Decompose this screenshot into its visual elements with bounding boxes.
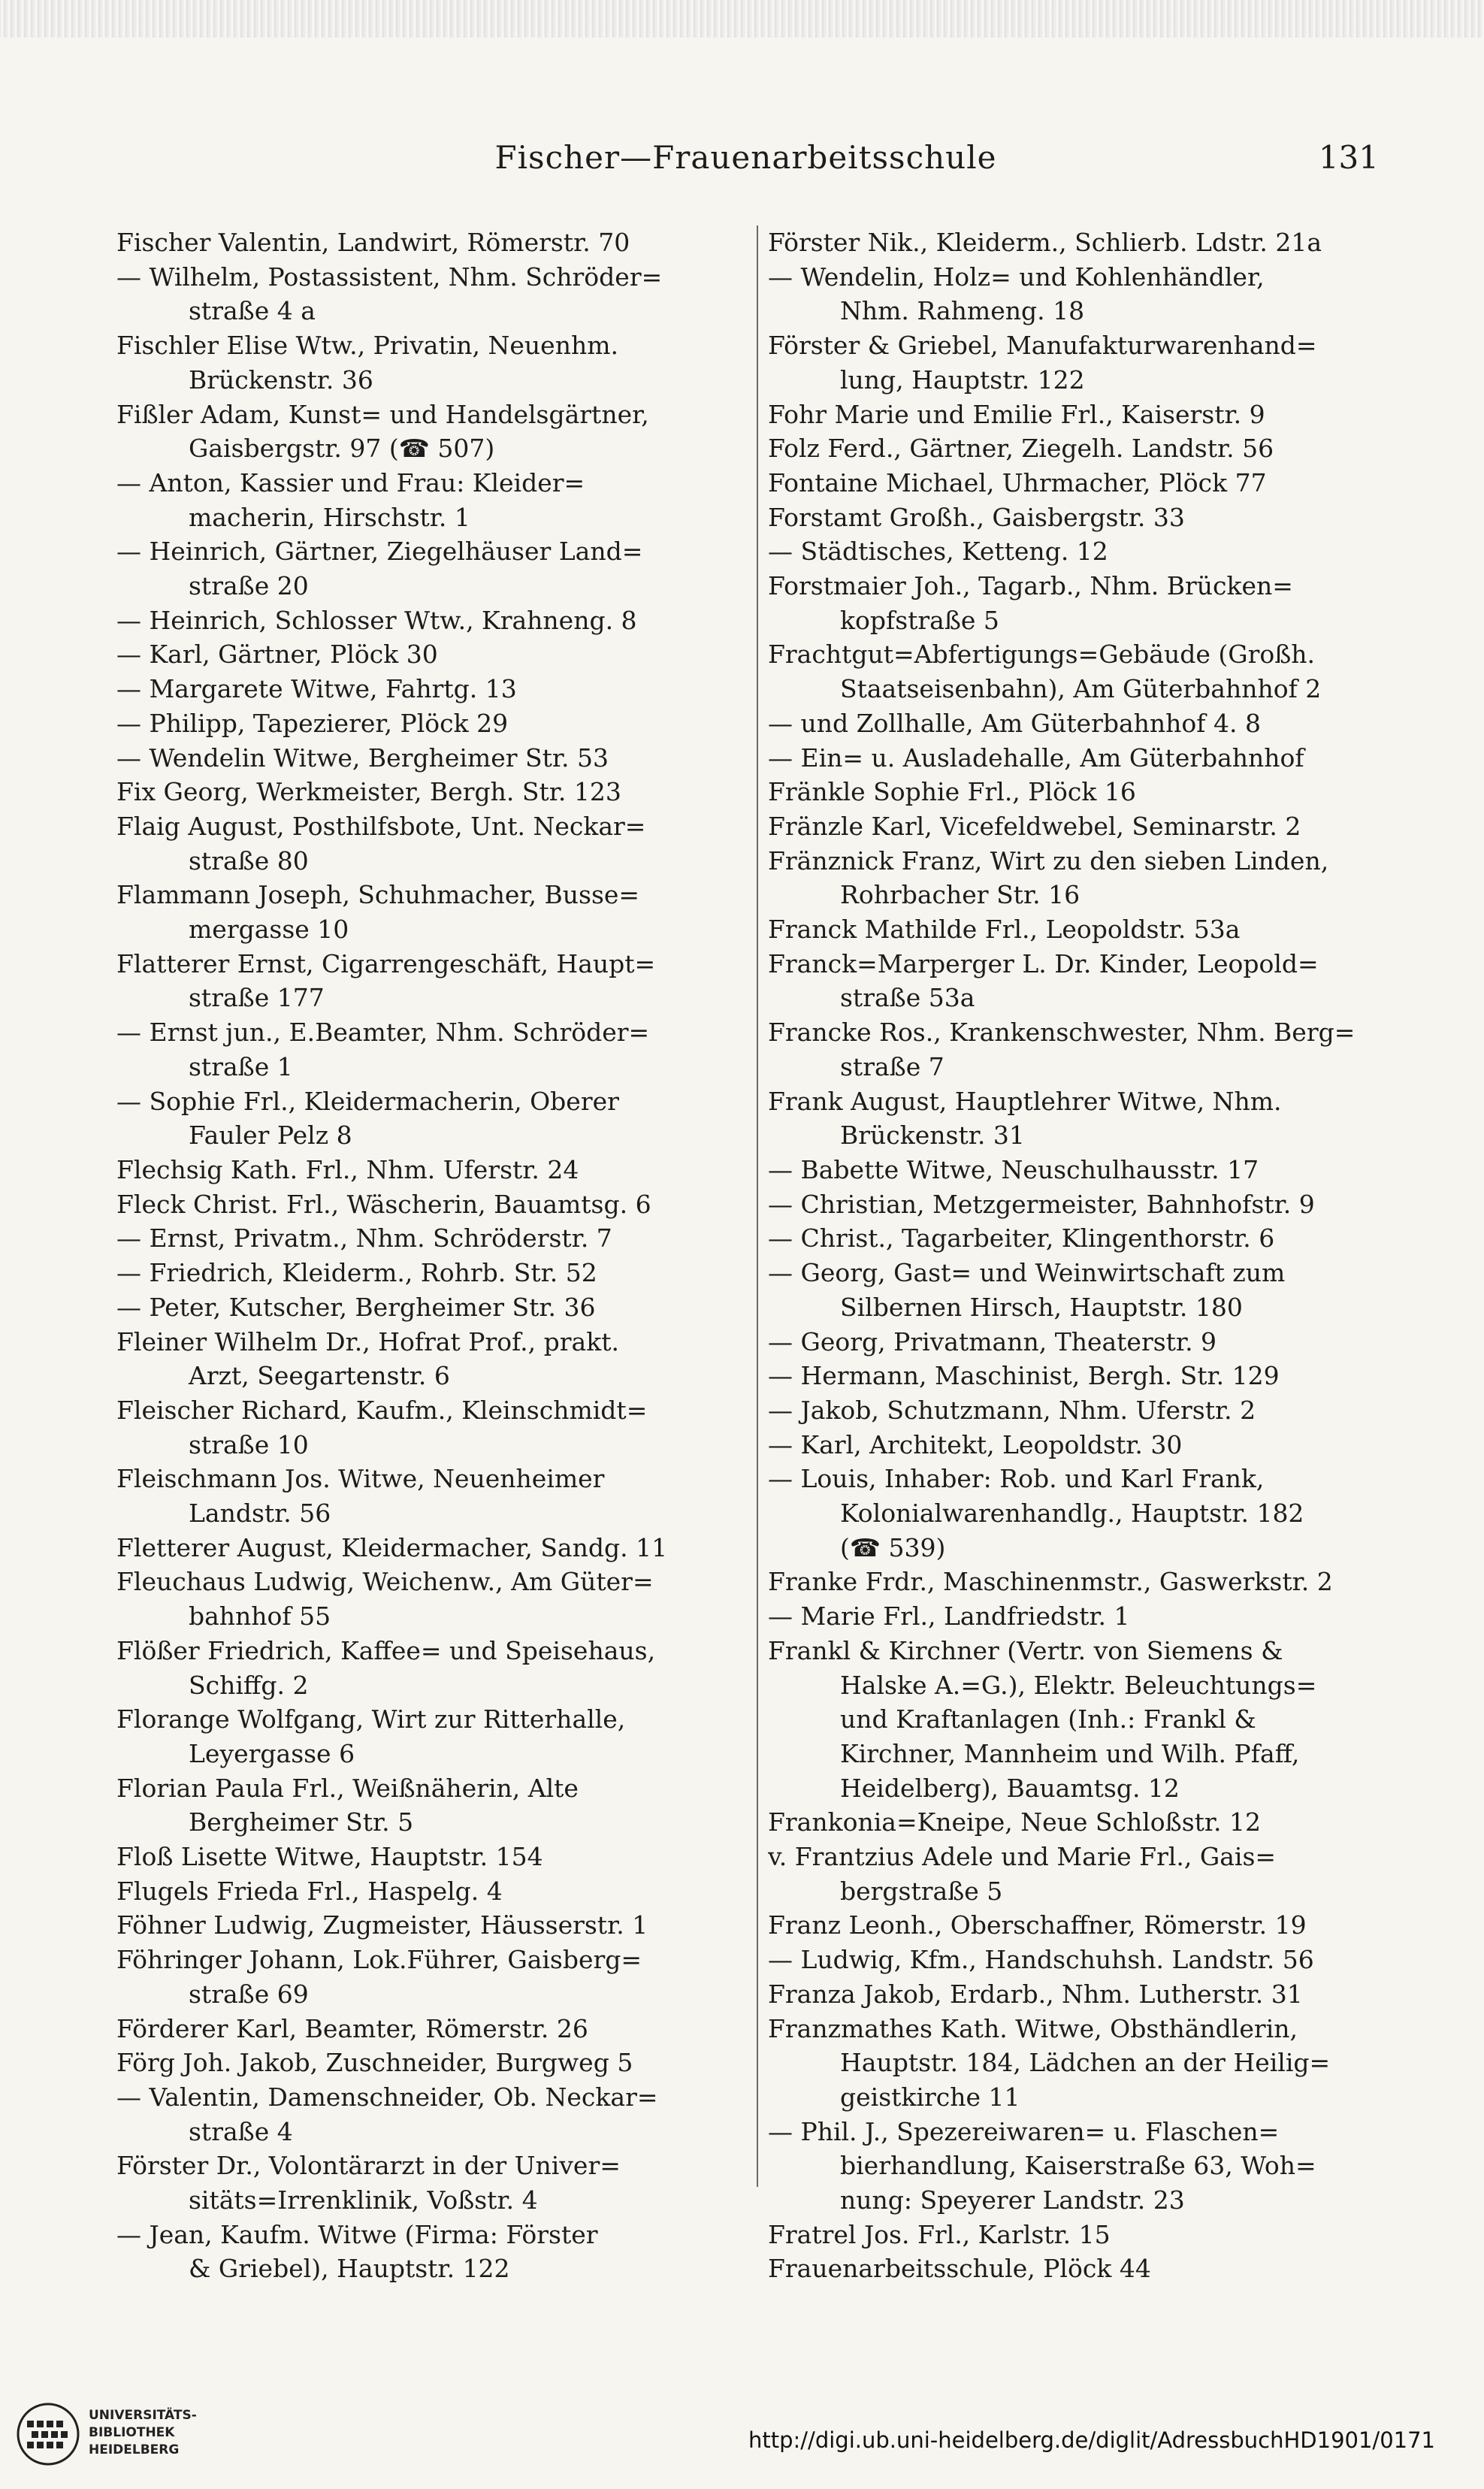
entry-line: Frank August, Hauptlehrer Witwe, Nhm. [768, 1086, 1282, 1116]
page-header [113, 139, 1379, 184]
entry-continuation: Bergheimer Str. 5 [189, 1807, 414, 1837]
directory-entry [768, 1805, 1392, 1840]
entry-continuation: macherin, Hirschstr. 1 [189, 502, 470, 532]
entry-continuation: Kolonialwarenhandlg., Hauptstr. 182 [840, 1499, 1304, 1529]
entry-continuation: und Kraftanlagen (Inh.: Frankl & [840, 1704, 1256, 1734]
directory-entry [116, 1531, 744, 1565]
directory-entry [116, 1943, 744, 2011]
entry-continuation: bahnhof 55 [189, 1601, 331, 1632]
directory-entry [116, 878, 744, 946]
entry-continuation: Nhm. Rahmeng. 18 [840, 296, 1085, 326]
directory-entry [116, 1908, 744, 1943]
entry-line: — Städtisches, Ketteng. 12 [768, 537, 1108, 567]
directory-entry [768, 1359, 1392, 1393]
directory-entry [768, 1084, 1392, 1153]
entry-continuation: straße 69 [189, 1979, 309, 2009]
entry-line: v. Frantzius Adele und Marie Frl., Gais= [768, 1842, 1277, 1872]
entry-line: Fleischmann Jos. Witwe, Neuenheimer [116, 1464, 605, 1494]
entry-line: — Babette Witwe, Neuschulhausstr. 17 [768, 1154, 1259, 1184]
entry-line: Fratrel Jos. Frl., Karlstr. 15 [768, 2219, 1111, 2249]
entry-line: — Wendelin, Holz= und Kohlenhändler, [768, 262, 1265, 292]
directory-entry [768, 534, 1392, 569]
directory-entry [768, 947, 1392, 1015]
entry-continuation: Gaisbergstr. 97 (☎ 507) [189, 434, 495, 464]
entry-line: Föhner Ludwig, Zugmeister, Häusserstr. 1 [116, 1910, 648, 1940]
entry-line: Franke Frdr., Maschinenmstr., Gaswerkstr. 2 [768, 1567, 1333, 1597]
directory-entry [116, 1084, 744, 1153]
directory-entry [768, 260, 1392, 328]
entry-continuation: Fauler Pelz 8 [189, 1121, 352, 1151]
entry-line: Folz Ferd., Gärtner, Ziegelh. Landstr. 56 [768, 434, 1274, 464]
entry-line: Franck Mathilde Frl., Leopoldstr. 53a [768, 915, 1241, 945]
directory-entry [768, 1840, 1392, 1908]
entry-continuation: Halske A.=G.), Elektr. Beleuchtungs= [840, 1670, 1317, 1700]
entry-line: — Heinrich, Gärtner, Ziegelhäuser Land= [116, 537, 643, 567]
scan-edge-band [0, 0, 1484, 38]
entry-continuation: straße 4 [189, 2116, 293, 2146]
entry-line: — Ernst, Privatm., Nhm. Schröderstr. 7 [116, 1223, 612, 1254]
directory-entry [116, 672, 744, 706]
running-title: Fischer—Frauenarbeitsschule [494, 139, 997, 176]
entry-line: — Friedrich, Kleiderm., Rohrb. Str. 52 [116, 1258, 597, 1288]
directory-entry [768, 1908, 1392, 1943]
directory-entry [768, 1187, 1392, 1222]
entry-line: Frauenarbeitsschule, Plöck 44 [768, 2254, 1151, 2284]
directory-entry [116, 1702, 744, 1771]
entry-line: Fischler Elise Wtw., Privatin, Neuenhm. [116, 331, 618, 361]
entry-line: Fränzle Karl, Vicefeldwebel, Seminarstr. 2 [768, 811, 1301, 841]
entry-line: — Sophie Frl., Kleidermacherin, Oberer [116, 1086, 619, 1116]
entry-line: Franzmathes Kath. Witwe, Obsthändlerin, [768, 2013, 1298, 2043]
directory-entry [768, 1565, 1392, 1599]
left-column [116, 225, 744, 2284]
directory-entry [768, 1428, 1392, 1462]
entry-continuation: nung: Speyerer Landstr. 23 [840, 2185, 1185, 2215]
entry-continuation: Heidelberg), Bauamtsg. 12 [840, 1773, 1180, 1803]
entry-line: Forstamt Großh., Gaisbergstr. 33 [768, 502, 1185, 532]
directory-entry [768, 225, 1392, 260]
entry-continuation: mergasse 10 [189, 915, 349, 945]
entry-line: Fleck Christ. Frl., Wäscherin, Bauamtsg. 6 [116, 1189, 651, 1219]
entry-line: — Peter, Kutscher, Bergheimer Str. 36 [116, 1292, 596, 1322]
entry-continuation: straße 177 [189, 983, 325, 1013]
directory-entry [768, 2218, 1392, 2252]
entry-line: Frankl & Kirchner (Vertr. von Siemens & [768, 1635, 1283, 1665]
directory-entry [768, 1462, 1392, 1565]
entry-line: Flatterer Ernst, Cigarrengeschäft, Haupt= [116, 948, 656, 978]
directory-entry [768, 1221, 1392, 1256]
directory-entry [768, 912, 1392, 947]
entry-continuation: straße 80 [189, 845, 309, 876]
directory-entry [768, 466, 1392, 501]
directory-entry [116, 1325, 744, 1393]
directory-entry [768, 398, 1392, 432]
entry-continuation: straße 20 [189, 571, 309, 601]
directory-entry [768, 1977, 1392, 2012]
directory-entry [116, 1256, 744, 1290]
entry-line: — Philipp, Tapezierer, Plöck 29 [116, 708, 509, 738]
entry-continuation: straße 53a [840, 983, 975, 1013]
directory-entry [116, 1221, 744, 1256]
directory-entry [116, 741, 744, 776]
entry-line: Fränkle Sophie Frl., Plöck 16 [768, 777, 1136, 807]
directory-entry [116, 1015, 744, 1084]
entry-continuation: Silbernen Hirsch, Hauptstr. 180 [840, 1292, 1243, 1322]
entry-line: — und Zollhalle, Am Güterbahnhof 4. 8 [768, 708, 1261, 738]
directory-entry [768, 706, 1392, 741]
entry-line: Flaig August, Posthilfsbote, Unt. Neckar= [116, 811, 646, 841]
column-divider [757, 225, 758, 2187]
directory-entry [116, 398, 744, 466]
entry-line: — Jakob, Schutzmann, Nhm. Uferstr. 2 [768, 1395, 1256, 1425]
entry-line: — Georg, Privatmann, Theaterstr. 9 [768, 1326, 1217, 1356]
entry-continuation: Arzt, Seegartenstr. 6 [189, 1361, 450, 1391]
directory-entry [116, 637, 744, 672]
entry-line: — Louis, Inhaber: Rob. und Karl Frank, [768, 1464, 1265, 1494]
entry-line: — Hermann, Maschinist, Bergh. Str. 129 [768, 1361, 1280, 1391]
directory-entry [768, 809, 1392, 844]
entry-continuation: kopfstraße 5 [840, 605, 999, 635]
entry-line: Förg Joh. Jakob, Zuschneider, Burgweg 5 [116, 2048, 633, 2078]
directory-entry [116, 603, 744, 638]
entry-line: Fletterer August, Kleidermacher, Sandg. 11 [116, 1532, 668, 1562]
entry-line: Florian Paula Frl., Weißnäherin, Alte [116, 1773, 579, 1803]
entry-line: — Valentin, Damenschneider, Ob. Neckar= [116, 2082, 658, 2112]
entry-line: Frankonia=Kneipe, Neue Schloßstr. 12 [768, 1807, 1262, 1837]
entry-continuation: Leyergasse 6 [189, 1738, 355, 1768]
entry-line: — Christ., Tagarbeiter, Klingenthorstr. 6 [768, 1223, 1275, 1254]
directory-entry [116, 1634, 744, 1702]
entry-line: — Wendelin Witwe, Bergheimer Str. 53 [116, 742, 609, 773]
directory-entry [116, 2012, 744, 2046]
entry-continuation: straße 1 [189, 1051, 293, 1081]
directory-entry [768, 1153, 1392, 1187]
entry-line: Floß Lisette Witwe, Hauptstr. 154 [116, 1842, 543, 1872]
entry-line: Franza Jakob, Erdarb., Nhm. Lutherstr. 31 [768, 1979, 1303, 2009]
entry-line: Flößer Friedrich, Kaffee= und Speisehaus, [116, 1635, 656, 1665]
entry-line: Fix Georg, Werkmeister, Bergh. Str. 123 [116, 777, 621, 807]
right-column [768, 225, 1392, 2284]
directory-entry [116, 225, 744, 260]
directory-entry [116, 1874, 744, 1909]
entry-line: Fleischer Richard, Kaufm., Kleinschmidt= [116, 1395, 648, 1425]
directory-entry [116, 1153, 744, 1187]
entry-line: Flechsig Kath. Frl., Nhm. Uferstr. 24 [116, 1154, 579, 1184]
entry-line: Fischer Valentin, Landwirt, Römerstr. 70 [116, 228, 630, 257]
entry-line: — Wilhelm, Postassistent, Nhm. Schröder= [116, 262, 663, 292]
entry-line: — Jean, Kaufm. Witwe (Firma: Förster [116, 2219, 598, 2249]
entry-continuation: Brückenstr. 36 [189, 364, 373, 395]
directory-entry [116, 2046, 744, 2080]
entry-line: Föhringer Johann, Lok.Führer, Gaisberg= [116, 1945, 642, 1975]
entry-continuation: Schiffg. 2 [189, 1670, 309, 1700]
directory-entry [116, 809, 744, 878]
directory-entry [768, 569, 1392, 637]
directory-entry [116, 706, 744, 741]
entry-line: Förderer Karl, Beamter, Römerstr. 26 [116, 2013, 588, 2043]
entry-continuation: lung, Hauptstr. 122 [840, 364, 1085, 395]
entry-line: — Karl, Architekt, Leopoldstr. 30 [768, 1429, 1183, 1459]
directory-entry [768, 501, 1392, 535]
entry-line: — Marie Frl., Landfriedstr. 1 [768, 1601, 1130, 1632]
entry-line: Franck=Marperger L. Dr. Kinder, Leopold= [768, 948, 1319, 978]
entry-line: Flugels Frieda Frl., Haspelg. 4 [116, 1876, 503, 1906]
entry-line: — Georg, Gast= und Weinwirtschaft zum [768, 1258, 1286, 1288]
entry-line: — Phil. J., Spezereiwaren= u. Flaschen= [768, 2116, 1280, 2146]
directory-entry [116, 2080, 744, 2149]
directory-entry [768, 431, 1392, 466]
entry-line: Franz Leonh., Oberschaffner, Römerstr. 19 [768, 1910, 1307, 1940]
entry-line: — Heinrich, Schlosser Wtw., Krahneng. 8 [116, 605, 637, 635]
directory-entry [116, 1565, 744, 1633]
entry-line: — Christian, Metzgermeister, Bahnhofstr. 9 [768, 1189, 1315, 1219]
directory-entry [116, 1771, 744, 1840]
entry-continuation: Landstr. 56 [189, 1499, 331, 1529]
entry-continuation: straße 10 [189, 1429, 309, 1459]
entry-line: Francke Ros., Krankenschwester, Nhm. Berg= [768, 1018, 1356, 1048]
entry-line: Fleiner Wilhelm Dr., Hofrat Prof., prakt. [116, 1326, 619, 1356]
directory-entry [768, 2252, 1392, 2286]
directory-entry [768, 2115, 1392, 2218]
directory-entry [116, 1187, 744, 1222]
directory-entry [768, 1015, 1392, 1084]
entry-continuation: straße 7 [840, 1051, 945, 1081]
entry-line: — Ludwig, Kfm., Handschuhsh. Landstr. 56 [768, 1945, 1314, 1975]
library-name-line: HEIDELBERG [89, 2442, 180, 2457]
entry-line: Frachtgut=Abfertigungs=Gebäude (Großh. [768, 640, 1316, 670]
entry-line: Forstmaier Joh., Tagarb., Nhm. Brücken= [768, 571, 1293, 601]
entry-continuation: Rohrbacher Str. 16 [840, 880, 1081, 910]
entry-continuation: Brückenstr. 31 [840, 1121, 1025, 1151]
entry-line: Fohr Marie und Emilie Frl., Kaiserstr. 9 [768, 399, 1265, 429]
entry-line: Förster & Griebel, Manufakturwarenhand= [768, 331, 1317, 361]
directory-entry [768, 1256, 1392, 1324]
entry-continuation: geistkirche 11 [840, 2082, 1020, 2112]
entry-continuation: Staatseisenbahn), Am Güterbahnhof 2 [840, 674, 1322, 704]
directory-entry [768, 1634, 1392, 1806]
library-name-line: BIBLIOTHEK [89, 2425, 175, 2440]
entry-line: Florange Wolfgang, Wirt zur Ritterhalle, [116, 1704, 626, 1734]
directory-entry [768, 328, 1392, 397]
library-name-line: UNIVERSITÄTS- [89, 2408, 197, 2423]
entry-continuation: bergstraße 5 [840, 1876, 1003, 1906]
directory-entry [768, 775, 1392, 809]
directory-entry [768, 844, 1392, 912]
directory-entry [768, 637, 1392, 706]
entry-line: Fränznick Franz, Wirt zu den sieben Linden, [768, 845, 1329, 876]
entry-continuation: & Griebel), Hauptstr. 122 [189, 2254, 510, 2284]
entry-line: Förster Nik., Kleiderm., Schlierb. Ldstr. 21a [768, 228, 1322, 257]
directory-entry [116, 775, 744, 809]
directory-entry [768, 1325, 1392, 1359]
directory-entry [116, 1462, 744, 1530]
entry-line: Fißler Adam, Kunst= und Handelsgärtner, [116, 399, 649, 429]
directory-entry [116, 1290, 744, 1325]
directory-entry [768, 1393, 1392, 1428]
entry-line: — Ernst jun., E.Beamter, Nhm. Schröder= [116, 1018, 650, 1048]
library-name [89, 2407, 197, 2459]
entry-line: — Anton, Kassier und Frau: Kleider= [116, 467, 585, 497]
library-seal-icon [14, 2401, 83, 2467]
entry-line: Fontaine Michael, Uhrmacher, Plöck 77 [768, 467, 1267, 497]
directory-entry [116, 947, 744, 1015]
directory-entry [116, 466, 744, 534]
directory-entry [116, 2149, 744, 2217]
directory-entry [768, 741, 1392, 776]
entry-line: — Margarete Witwe, Fahrtg. 13 [116, 674, 517, 704]
entry-line: Fleuchaus Ludwig, Weichenw., Am Güter= [116, 1567, 654, 1597]
directory-entry [116, 328, 744, 397]
directory-entry [116, 534, 744, 603]
directory-entry [116, 2218, 744, 2286]
entry-continuation: (☎ 539) [840, 1532, 946, 1562]
entry-line: — Ein= u. Ausladehalle, Am Güterbahnhof [768, 742, 1304, 773]
entry-line: Flammann Joseph, Schuhmacher, Busse= [116, 880, 640, 910]
directory-entry [768, 1943, 1392, 1977]
entry-continuation: straße 4 a [189, 296, 316, 326]
directory-entry [116, 260, 744, 328]
entry-continuation: Hauptstr. 184, Lädchen an der Heilig= [840, 2048, 1331, 2078]
entry-line: — Karl, Gärtner, Plöck 30 [116, 640, 438, 670]
entry-continuation: Kirchner, Mannheim und Wilh. Pfaff, [840, 1738, 1300, 1768]
source-url-link[interactable]: http://digi.ub.uni-heidelberg.de/diglit/AdressbuchHD1901/0171 [748, 2427, 1435, 2453]
entry-continuation: sitäts=Irrenklinik, Voßstr. 4 [189, 2185, 538, 2215]
directory-entry [768, 1599, 1392, 1634]
page-number: 131 [1318, 139, 1379, 176]
directory-entry [768, 2012, 1392, 2115]
entry-continuation: bierhandlung, Kaiserstraße 63, Woh= [840, 2151, 1316, 2181]
directory-entry [116, 1393, 744, 1462]
directory-entry [116, 1840, 744, 1874]
entry-line: Förster Dr., Volontärarzt in der Univer= [116, 2151, 621, 2181]
